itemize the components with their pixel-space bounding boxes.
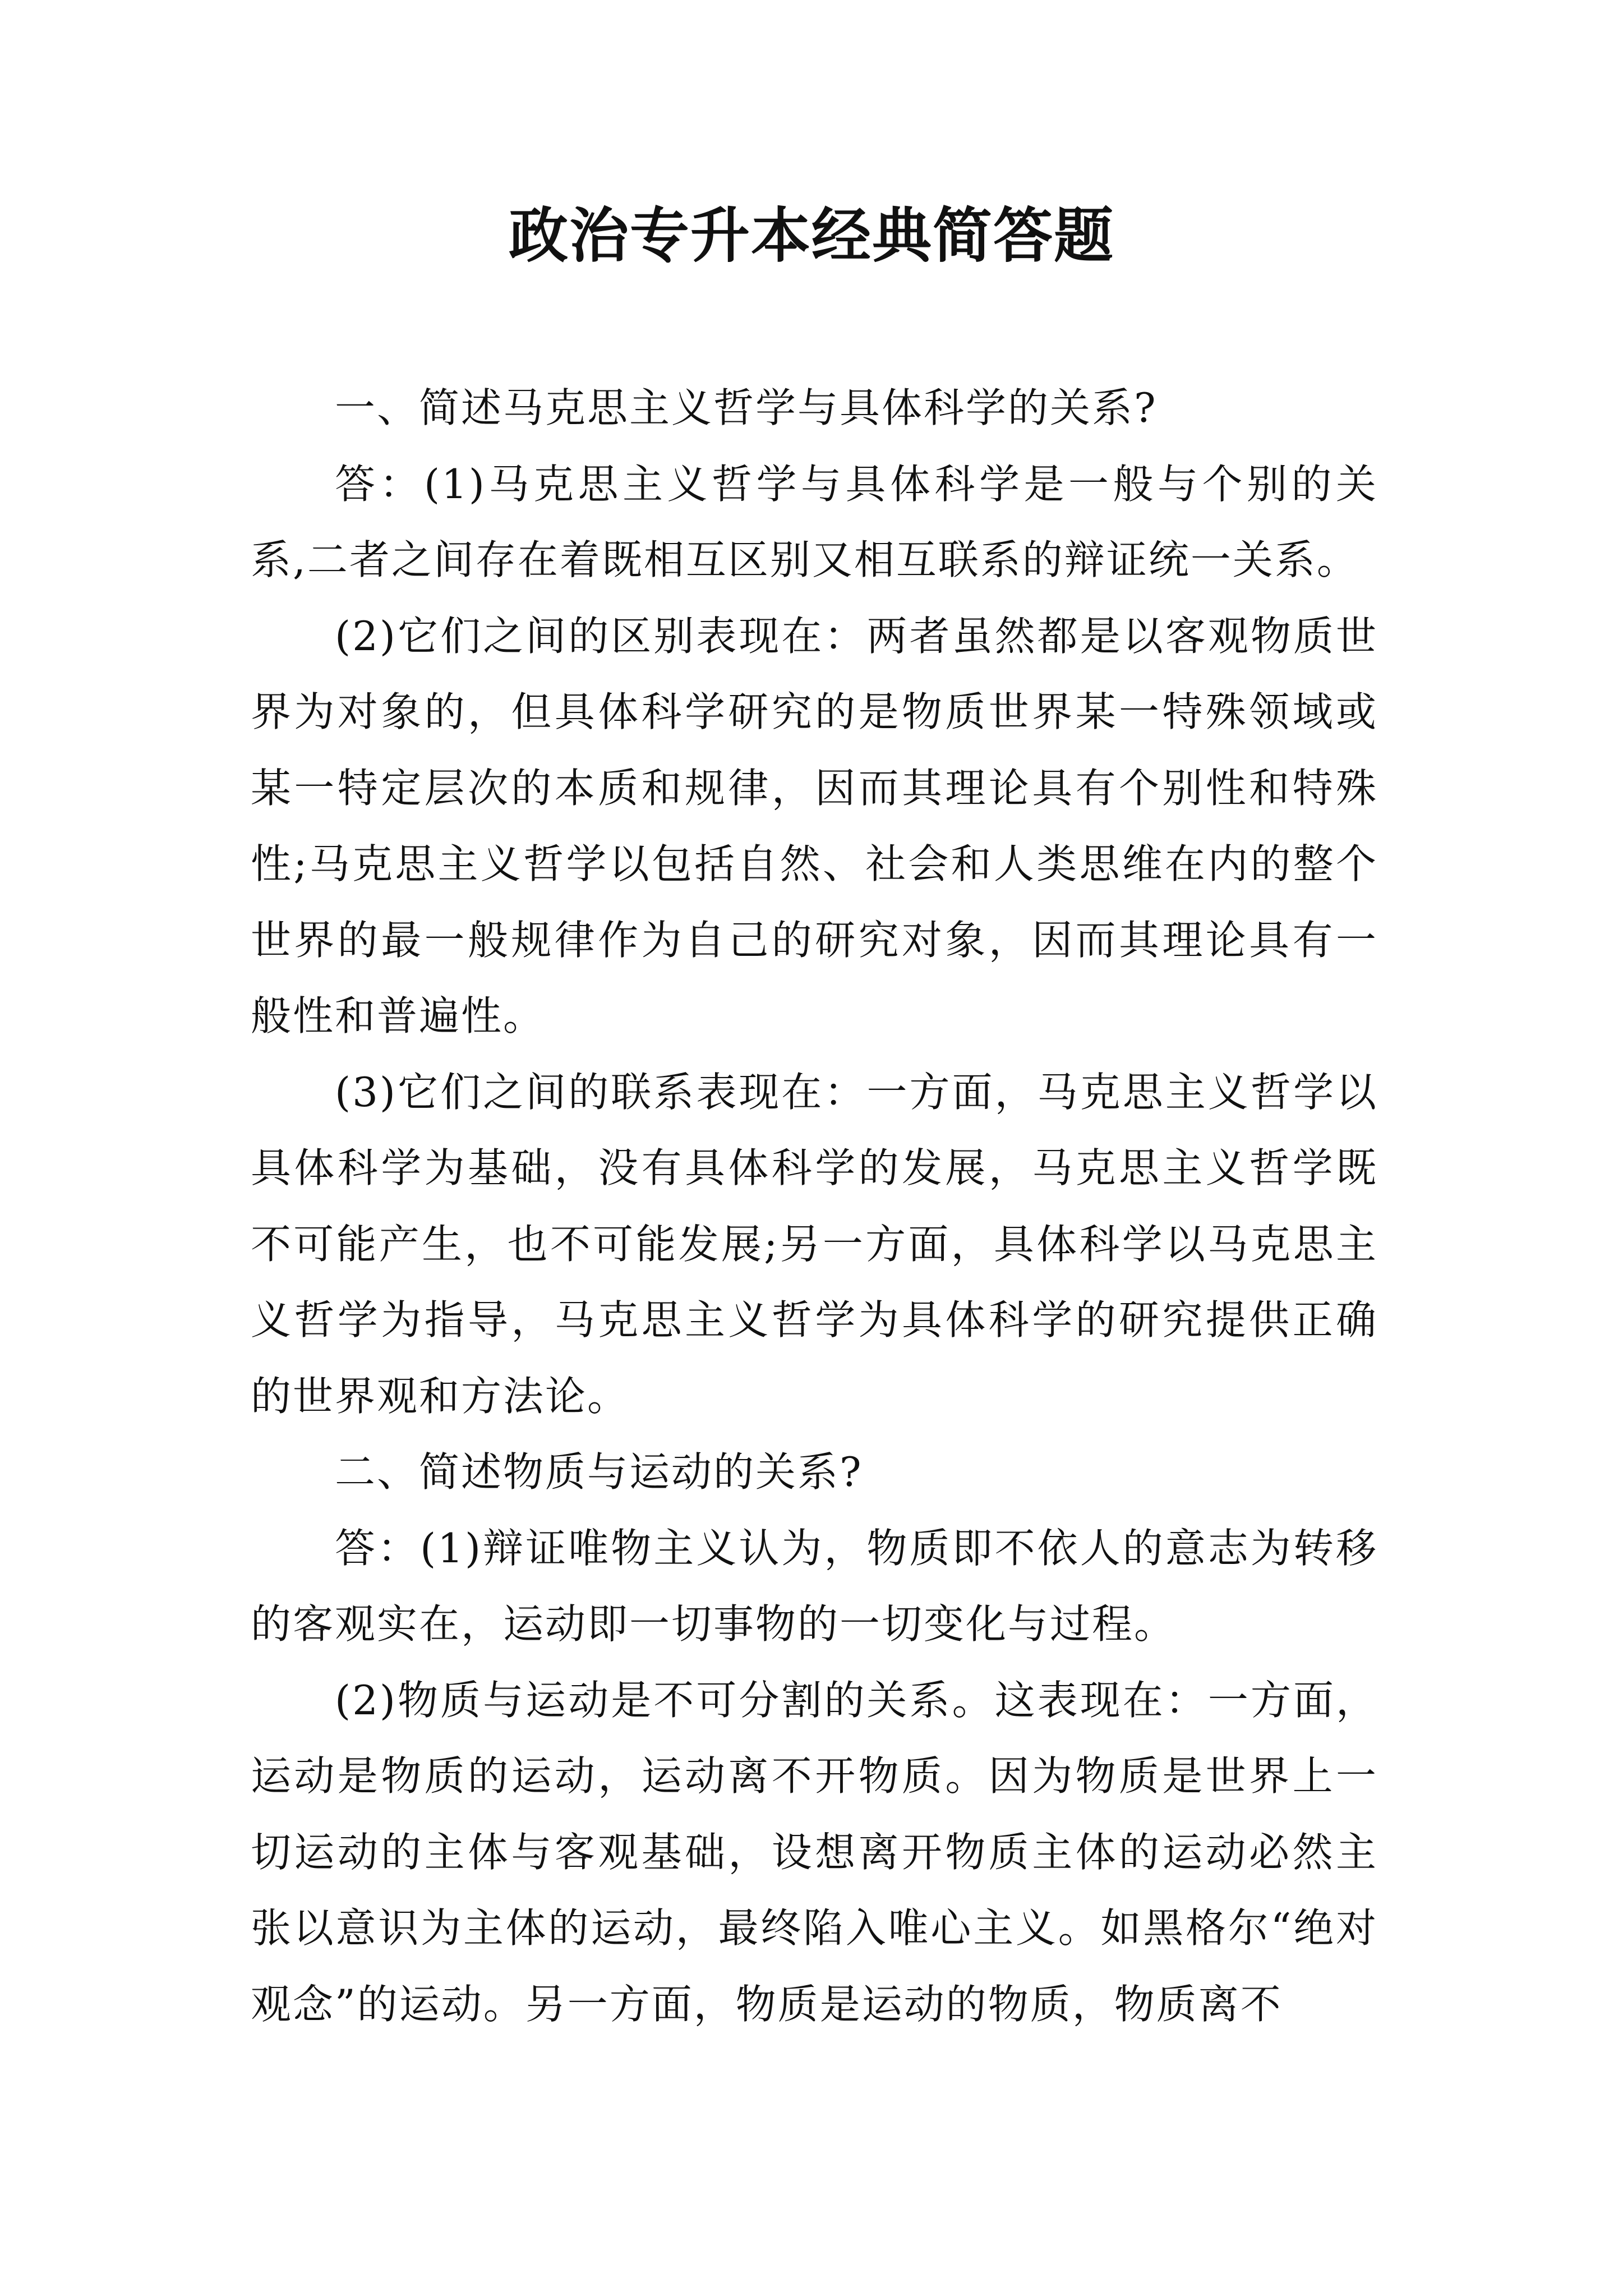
question-1-answer-part-2: (2)它们之间的区别表现在：两者虽然都是以客观物质世界为对象的，但具体科学研究的是物质世界某一特殊领域或某一特定层次的本质和规律，因而其理论具有个别性和特殊性;马克思主义哲学以包括自然、社会和人类思维在内的整个世界的最一般规律作为自己的研究对象，因而其理论具有一般性和普遍性。	[251, 612, 1378, 1039]
question-2-heading: 二、简述物质与运动的关系?	[335, 1448, 863, 1496]
document-body	[251, 370, 1378, 2042]
question-2-answer-part-2: (2)物质与运动是不可分割的关系。这表现在：一方面，运动是物质的运动，运动离不开物质。因为物质是世界上一切运动的主体与客观基础，设想离开物质主体的运动必然主张以意识为主体的运动，最终陷入唯心主义。如黑格尔“绝对观念”的运动。另一方面，物质是运动的物质，物质离不	[251, 1676, 1378, 2028]
document-title: 政治专升本经典简答题	[509, 200, 1114, 270]
question-1-answer-part-1: 答：(1)马克思主义哲学与具体科学是一般与个别的关系,二者之间存在着既相互区别又相互联系的辩证统一关系。	[251, 460, 1378, 583]
question-1-heading: 一、简述马克思主义哲学与具体科学的关系?	[335, 384, 1158, 431]
question-2-answer-part-1: 答：(1)辩证唯物主义认为，物质即不依人的意志为转移的客观实在，运动即一切事物的一切变化与过程。	[251, 1524, 1378, 1648]
question-1-answer-part-3: (3)它们之间的联系表现在：一方面，马克思主义哲学以具体科学为基础，没有具体科学的发展，马克思主义哲学既不可能产生，也不可能发展;另一方面，具体科学以马克思主义哲学为指导，马克思主义哲学为具体科学的研究提供正确的世界观和方法论。	[251, 1068, 1378, 1420]
